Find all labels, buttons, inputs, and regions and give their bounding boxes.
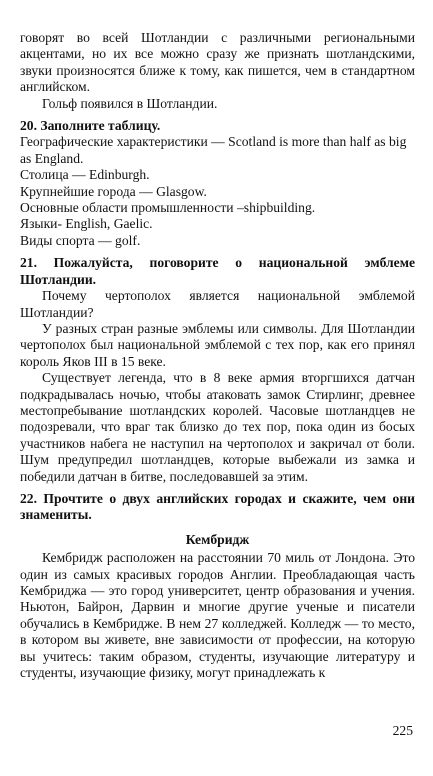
table-answer-line: Основные области промышленности –shipbuilding.	[20, 200, 316, 216]
paragraph: Почему чертополох является национальной эмблемой Шотландии?	[20, 288, 415, 320]
table-answer-line: Виды спорта — golf.	[20, 232, 141, 248]
exercise-heading: 21. Пожалуйста, поговорите о национальной эмблеме Шотландии.	[20, 255, 415, 287]
paragraph: Кембридж расположен на расстоянии 70 миль от Лондона. Это один из самых красивых городов Англии. Преобладающая часть Кембриджа — это город университет, центр образования и учения. Ньютон, Байрон, Дарвин и многие другие ученые и писатели обучались в Кембридже. В нем 27 колледжей. Колледж — то место, в котором вы живете, вне зависимости от профессии, на которую вы учитесь: таким образом, студенты, изучающие литературу и студенты, изучающие физику, могут принадлежать к	[20, 550, 415, 681]
table-answer-line: Столица — Edinburgh.	[20, 167, 150, 183]
paragraph: У разных стран разные эмблемы или символы. Для Шотландии чертополох был национальной эмблемой с тех пор, как его принял король Яков III в 15 веке.	[20, 320, 415, 369]
paragraph: Существует легенда, что в 8 веке армия вторгшихся датчан подкрадывалась ночью, чтобы атаковать замок Стирлинг, древнее местопребывание шотландских королей. Часовые шотландцев не подозревали, что враг так близко до тех пор, пока один из босых участников набега не наступил на чертополох и закричал от боли. Шум предупредил шотландцев, которые выбежали из замка и победили датчан в битве, последовавшей за этим.	[20, 370, 415, 484]
page-number: 225	[392, 723, 413, 738]
paragraph: говорят во всей Шотландии с различными региональными акцентами, но их все можно сразу же признать шотландскими, звуки произносятся ближе к тому, как пишется, чем в стандартном английском.	[20, 30, 415, 95]
exercise-heading: 22. Прочтите о двух английских городах и скажите, чем они знамениты.	[20, 490, 415, 523]
table-answer-line: Языки- English, Gaelic.	[20, 216, 153, 232]
section-title: Кембридж	[185, 531, 250, 547]
table-answer-line: Географические характеристики — Scotland is more than half as big as England.	[20, 134, 407, 166]
table-answer-line: Крупнейшие города — Glasgow.	[20, 183, 207, 199]
exercise-heading: 20. Заполните таблицу.	[20, 118, 161, 134]
text-column	[20, 30, 415, 681]
paragraph: Гольф появился в Шотландии.	[42, 95, 218, 111]
